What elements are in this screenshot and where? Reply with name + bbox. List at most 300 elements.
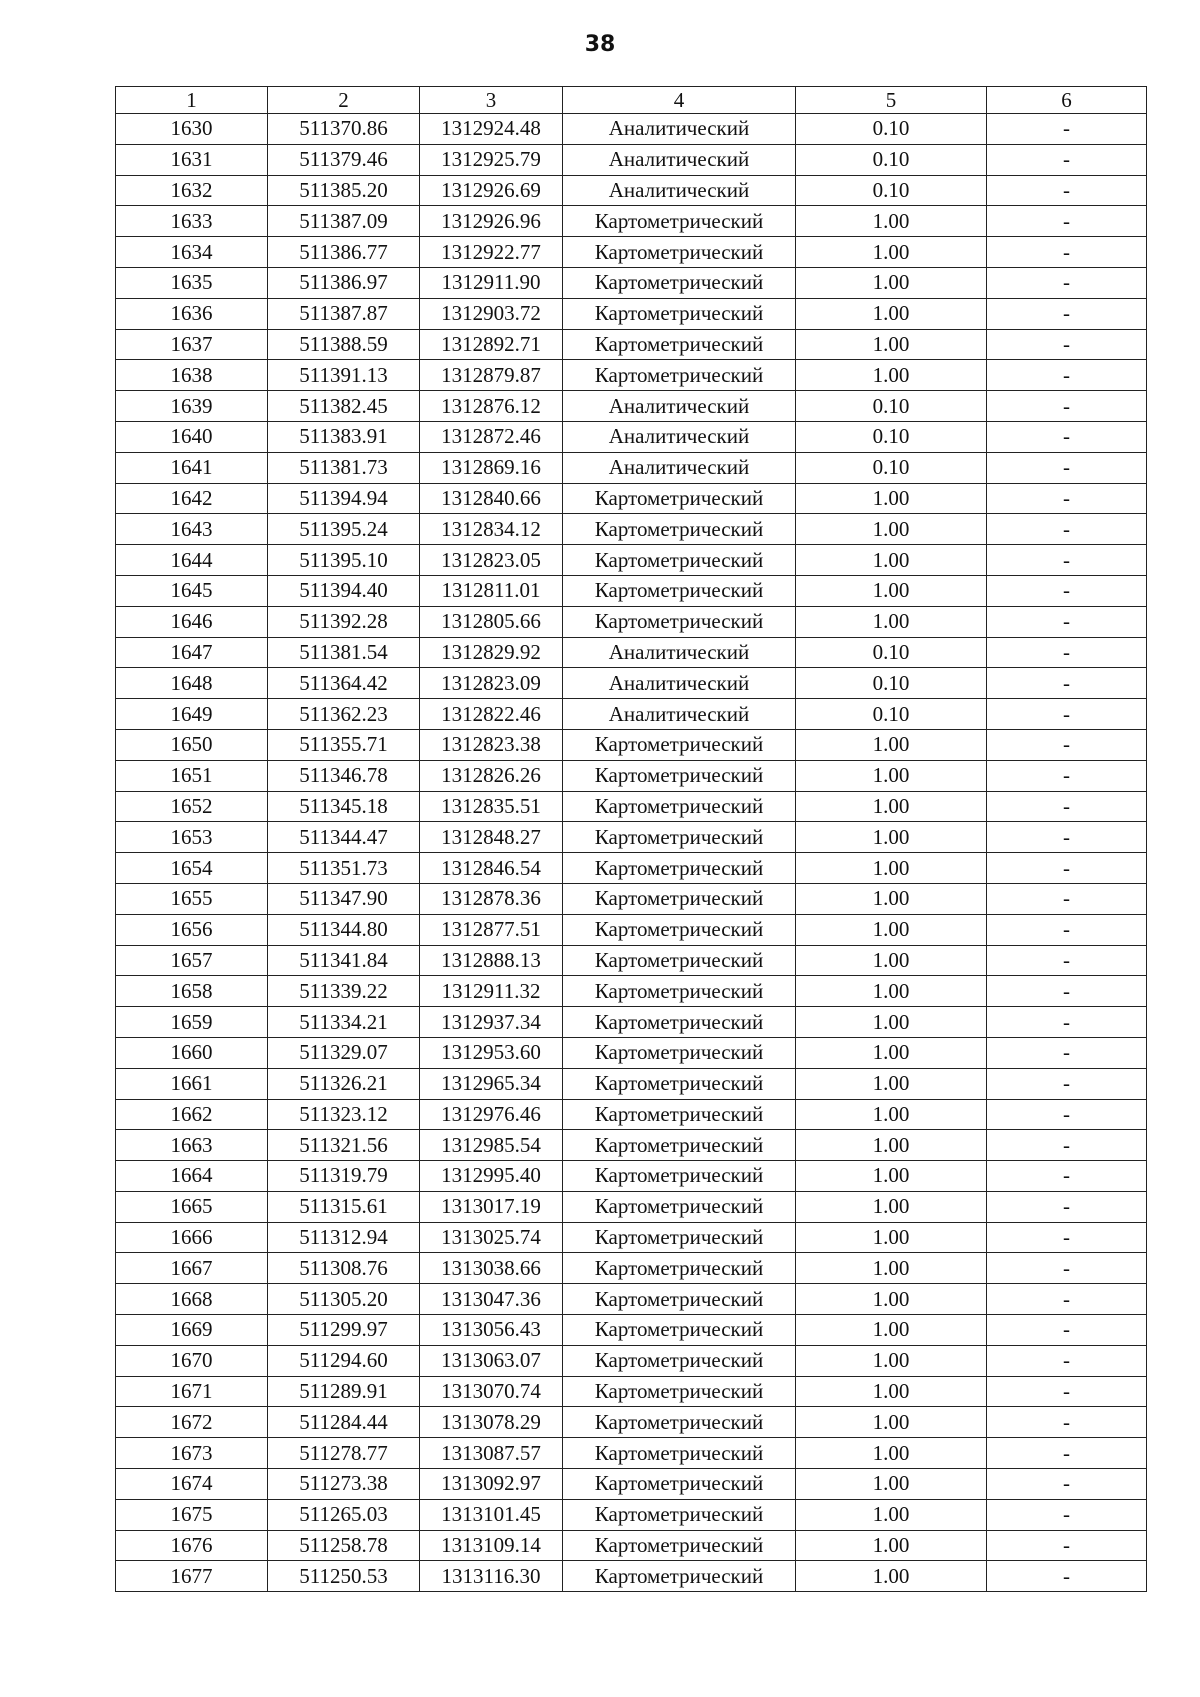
y-coordinate-cell: 1312985.54 [420, 1130, 563, 1161]
x-coordinate-cell: 511289.91 [268, 1376, 420, 1407]
point-number-cell: 1643 [116, 514, 268, 545]
note-cell: - [987, 1099, 1147, 1130]
table-row [116, 545, 1147, 576]
table-row [116, 1407, 1147, 1438]
y-coordinate-cell: 1312835.51 [420, 791, 563, 822]
note-cell: - [987, 514, 1147, 545]
y-coordinate-cell: 1312829.92 [420, 637, 563, 668]
table-row [116, 575, 1147, 606]
note-cell: - [987, 298, 1147, 329]
note-cell: - [987, 1530, 1147, 1561]
accuracy-cell: 0.10 [796, 668, 987, 699]
y-coordinate-cell: 1312848.27 [420, 822, 563, 853]
method-cell: Картометрический [563, 329, 796, 360]
table-row [116, 1222, 1147, 1253]
note-cell: - [987, 1222, 1147, 1253]
table-row [116, 606, 1147, 637]
method-cell: Картометрический [563, 976, 796, 1007]
accuracy-cell: 1.00 [796, 853, 987, 884]
note-cell: - [987, 853, 1147, 884]
note-cell: - [987, 483, 1147, 514]
table-row [116, 1099, 1147, 1130]
table-row [116, 976, 1147, 1007]
x-coordinate-cell: 511391.13 [268, 360, 420, 391]
x-coordinate-cell: 511326.21 [268, 1068, 420, 1099]
y-coordinate-cell: 1313101.45 [420, 1499, 563, 1530]
table-row [116, 1315, 1147, 1346]
point-number-cell: 1664 [116, 1161, 268, 1192]
y-coordinate-cell: 1313078.29 [420, 1407, 563, 1438]
y-coordinate-cell: 1312888.13 [420, 945, 563, 976]
method-cell: Картометрический [563, 1222, 796, 1253]
accuracy-cell: 1.00 [796, 914, 987, 945]
y-coordinate-cell: 1313017.19 [420, 1191, 563, 1222]
point-number-cell: 1650 [116, 729, 268, 760]
column-header-2: 2 [268, 87, 420, 114]
accuracy-cell: 1.00 [796, 1222, 987, 1253]
y-coordinate-cell: 1313063.07 [420, 1345, 563, 1376]
point-number-cell: 1668 [116, 1284, 268, 1315]
accuracy-cell: 1.00 [796, 206, 987, 237]
x-coordinate-cell: 511381.73 [268, 452, 420, 483]
note-cell: - [987, 267, 1147, 298]
method-cell: Картометрический [563, 1161, 796, 1192]
table-row [116, 452, 1147, 483]
method-cell: Картометрический [563, 1007, 796, 1038]
y-coordinate-cell: 1312840.66 [420, 483, 563, 514]
x-coordinate-cell: 511284.44 [268, 1407, 420, 1438]
x-coordinate-cell: 511308.76 [268, 1253, 420, 1284]
x-coordinate-cell: 511386.97 [268, 267, 420, 298]
note-cell: - [987, 1376, 1147, 1407]
point-number-cell: 1656 [116, 914, 268, 945]
x-coordinate-cell: 511381.54 [268, 637, 420, 668]
accuracy-cell: 1.00 [796, 575, 987, 606]
method-cell: Картометрический [563, 298, 796, 329]
accuracy-cell: 1.00 [796, 1469, 987, 1500]
point-number-cell: 1637 [116, 329, 268, 360]
note-cell: - [987, 1469, 1147, 1500]
point-number-cell: 1670 [116, 1345, 268, 1376]
point-number-cell: 1677 [116, 1561, 268, 1592]
accuracy-cell: 1.00 [796, 1191, 987, 1222]
y-coordinate-cell: 1312911.32 [420, 976, 563, 1007]
table-row [116, 267, 1147, 298]
point-number-cell: 1660 [116, 1037, 268, 1068]
point-number-cell: 1645 [116, 575, 268, 606]
accuracy-cell: 1.00 [796, 1438, 987, 1469]
note-cell: - [987, 1284, 1147, 1315]
x-coordinate-cell: 511392.28 [268, 606, 420, 637]
x-coordinate-cell: 511315.61 [268, 1191, 420, 1222]
y-coordinate-cell: 1312892.71 [420, 329, 563, 360]
y-coordinate-cell: 1312846.54 [420, 853, 563, 884]
accuracy-cell: 1.00 [796, 329, 987, 360]
x-coordinate-cell: 511382.45 [268, 391, 420, 422]
accuracy-cell: 1.00 [796, 267, 987, 298]
point-number-cell: 1632 [116, 175, 268, 206]
y-coordinate-cell: 1312926.96 [420, 206, 563, 237]
accuracy-cell: 0.10 [796, 175, 987, 206]
point-number-cell: 1659 [116, 1007, 268, 1038]
x-coordinate-cell: 511273.38 [268, 1469, 420, 1500]
table-row [116, 1561, 1147, 1592]
x-coordinate-cell: 511347.90 [268, 883, 420, 914]
header-row [116, 87, 1147, 114]
y-coordinate-cell: 1312924.48 [420, 114, 563, 145]
y-coordinate-cell: 1312926.69 [420, 175, 563, 206]
point-number-cell: 1639 [116, 391, 268, 422]
point-number-cell: 1635 [116, 267, 268, 298]
y-coordinate-cell: 1312822.46 [420, 699, 563, 730]
accuracy-cell: 1.00 [796, 1530, 987, 1561]
method-cell: Картометрический [563, 1037, 796, 1068]
table-row [116, 699, 1147, 730]
method-cell: Картометрический [563, 575, 796, 606]
note-cell: - [987, 391, 1147, 422]
x-coordinate-cell: 511394.40 [268, 575, 420, 606]
accuracy-cell: 1.00 [796, 1561, 987, 1592]
table-row [116, 206, 1147, 237]
accuracy-cell: 0.10 [796, 637, 987, 668]
point-number-cell: 1652 [116, 791, 268, 822]
table-row [116, 668, 1147, 699]
method-cell: Аналитический [563, 391, 796, 422]
method-cell: Картометрический [563, 1499, 796, 1530]
x-coordinate-cell: 511258.78 [268, 1530, 420, 1561]
accuracy-cell: 1.00 [796, 237, 987, 268]
column-header-5: 5 [796, 87, 987, 114]
table-row [116, 1191, 1147, 1222]
point-number-cell: 1647 [116, 637, 268, 668]
table-row [116, 791, 1147, 822]
table-header [116, 87, 1147, 114]
y-coordinate-cell: 1312878.36 [420, 883, 563, 914]
table-row [116, 1007, 1147, 1038]
x-coordinate-cell: 511385.20 [268, 175, 420, 206]
table-row [116, 1161, 1147, 1192]
y-coordinate-cell: 1312869.16 [420, 452, 563, 483]
x-coordinate-cell: 511351.73 [268, 853, 420, 884]
accuracy-cell: 1.00 [796, 1376, 987, 1407]
note-cell: - [987, 760, 1147, 791]
column-header-6: 6 [987, 87, 1147, 114]
x-coordinate-cell: 511346.78 [268, 760, 420, 791]
method-cell: Картометрический [563, 267, 796, 298]
y-coordinate-cell: 1312995.40 [420, 1161, 563, 1192]
column-header-1: 1 [116, 87, 268, 114]
accuracy-cell: 1.00 [796, 883, 987, 914]
method-cell: Аналитический [563, 421, 796, 452]
method-cell: Картометрический [563, 1284, 796, 1315]
y-coordinate-cell: 1313116.30 [420, 1561, 563, 1592]
y-coordinate-cell: 1313038.66 [420, 1253, 563, 1284]
table-row [116, 1438, 1147, 1469]
y-coordinate-cell: 1312877.51 [420, 914, 563, 945]
table-row [116, 175, 1147, 206]
method-cell: Картометрический [563, 822, 796, 853]
note-cell: - [987, 1407, 1147, 1438]
x-coordinate-cell: 511278.77 [268, 1438, 420, 1469]
method-cell: Картометрический [563, 1407, 796, 1438]
method-cell: Картометрический [563, 545, 796, 576]
note-cell: - [987, 1161, 1147, 1192]
point-number-cell: 1673 [116, 1438, 268, 1469]
method-cell: Картометрический [563, 1191, 796, 1222]
y-coordinate-cell: 1313047.36 [420, 1284, 563, 1315]
accuracy-cell: 1.00 [796, 976, 987, 1007]
note-cell: - [987, 206, 1147, 237]
y-coordinate-cell: 1312937.34 [420, 1007, 563, 1038]
note-cell: - [987, 114, 1147, 145]
accuracy-cell: 0.10 [796, 114, 987, 145]
note-cell: - [987, 976, 1147, 1007]
accuracy-cell: 1.00 [796, 1068, 987, 1099]
table-row [116, 483, 1147, 514]
x-coordinate-cell: 511383.91 [268, 421, 420, 452]
x-coordinate-cell: 511344.80 [268, 914, 420, 945]
method-cell: Картометрический [563, 1130, 796, 1161]
table-row [116, 391, 1147, 422]
accuracy-cell: 0.10 [796, 144, 987, 175]
accuracy-cell: 1.00 [796, 1345, 987, 1376]
x-coordinate-cell: 511370.86 [268, 114, 420, 145]
accuracy-cell: 1.00 [796, 1099, 987, 1130]
point-number-cell: 1640 [116, 421, 268, 452]
accuracy-cell: 1.00 [796, 1130, 987, 1161]
note-cell: - [987, 1315, 1147, 1346]
method-cell: Картометрический [563, 760, 796, 791]
accuracy-cell: 1.00 [796, 1037, 987, 1068]
y-coordinate-cell: 1313092.97 [420, 1469, 563, 1500]
x-coordinate-cell: 511319.79 [268, 1161, 420, 1192]
table-row [116, 883, 1147, 914]
table-row [116, 1530, 1147, 1561]
point-number-cell: 1661 [116, 1068, 268, 1099]
accuracy-cell: 1.00 [796, 483, 987, 514]
point-number-cell: 1638 [116, 360, 268, 391]
table-row [116, 729, 1147, 760]
y-coordinate-cell: 1312872.46 [420, 421, 563, 452]
note-cell: - [987, 699, 1147, 730]
x-coordinate-cell: 511312.94 [268, 1222, 420, 1253]
point-number-cell: 1667 [116, 1253, 268, 1284]
note-cell: - [987, 421, 1147, 452]
y-coordinate-cell: 1312826.26 [420, 760, 563, 791]
note-cell: - [987, 914, 1147, 945]
table-row [116, 853, 1147, 884]
method-cell: Картометрический [563, 206, 796, 237]
note-cell: - [987, 729, 1147, 760]
note-cell: - [987, 1253, 1147, 1284]
method-cell: Картометрический [563, 791, 796, 822]
point-number-cell: 1658 [116, 976, 268, 1007]
table-row [116, 1253, 1147, 1284]
note-cell: - [987, 945, 1147, 976]
point-number-cell: 1642 [116, 483, 268, 514]
method-cell: Картометрический [563, 729, 796, 760]
table-row [116, 760, 1147, 791]
y-coordinate-cell: 1312965.34 [420, 1068, 563, 1099]
y-coordinate-cell: 1312903.72 [420, 298, 563, 329]
method-cell: Картометрический [563, 1099, 796, 1130]
accuracy-cell: 1.00 [796, 945, 987, 976]
note-cell: - [987, 1191, 1147, 1222]
note-cell: - [987, 175, 1147, 206]
note-cell: - [987, 1438, 1147, 1469]
x-coordinate-cell: 511394.94 [268, 483, 420, 514]
x-coordinate-cell: 511344.47 [268, 822, 420, 853]
accuracy-cell: 1.00 [796, 1315, 987, 1346]
point-number-cell: 1671 [116, 1376, 268, 1407]
x-coordinate-cell: 511387.09 [268, 206, 420, 237]
method-cell: Картометрический [563, 853, 796, 884]
method-cell: Аналитический [563, 452, 796, 483]
y-coordinate-cell: 1312922.77 [420, 237, 563, 268]
point-number-cell: 1653 [116, 822, 268, 853]
table-row [116, 114, 1147, 145]
y-coordinate-cell: 1312976.46 [420, 1099, 563, 1130]
point-number-cell: 1669 [116, 1315, 268, 1346]
table-row [116, 1284, 1147, 1315]
table-row [116, 914, 1147, 945]
y-coordinate-cell: 1312879.87 [420, 360, 563, 391]
table-body [116, 114, 1147, 1592]
method-cell: Картометрический [563, 1438, 796, 1469]
y-coordinate-cell: 1312876.12 [420, 391, 563, 422]
method-cell: Картометрический [563, 483, 796, 514]
method-cell: Картометрический [563, 606, 796, 637]
point-number-cell: 1648 [116, 668, 268, 699]
point-number-cell: 1646 [116, 606, 268, 637]
note-cell: - [987, 791, 1147, 822]
coordinates-table [115, 86, 1147, 1592]
table-row [116, 1469, 1147, 1500]
accuracy-cell: 1.00 [796, 729, 987, 760]
method-cell: Картометрический [563, 914, 796, 945]
note-cell: - [987, 1068, 1147, 1099]
note-cell: - [987, 329, 1147, 360]
point-number-cell: 1654 [116, 853, 268, 884]
method-cell: Картометрический [563, 1561, 796, 1592]
y-coordinate-cell: 1313056.43 [420, 1315, 563, 1346]
accuracy-cell: 1.00 [796, 1499, 987, 1530]
point-number-cell: 1666 [116, 1222, 268, 1253]
table-row [116, 298, 1147, 329]
table-row [116, 421, 1147, 452]
point-number-cell: 1649 [116, 699, 268, 730]
point-number-cell: 1674 [116, 1469, 268, 1500]
point-number-cell: 1633 [116, 206, 268, 237]
accuracy-cell: 1.00 [796, 514, 987, 545]
note-cell: - [987, 452, 1147, 483]
y-coordinate-cell: 1312823.05 [420, 545, 563, 576]
note-cell: - [987, 606, 1147, 637]
method-cell: Картометрический [563, 1253, 796, 1284]
x-coordinate-cell: 511388.59 [268, 329, 420, 360]
note-cell: - [987, 883, 1147, 914]
y-coordinate-cell: 1313109.14 [420, 1530, 563, 1561]
note-cell: - [987, 822, 1147, 853]
point-number-cell: 1655 [116, 883, 268, 914]
table-row [116, 1376, 1147, 1407]
note-cell: - [987, 1345, 1147, 1376]
y-coordinate-cell: 1312823.38 [420, 729, 563, 760]
accuracy-cell: 1.00 [796, 545, 987, 576]
accuracy-cell: 1.00 [796, 1007, 987, 1038]
point-number-cell: 1634 [116, 237, 268, 268]
note-cell: - [987, 1499, 1147, 1530]
method-cell: Картометрический [563, 1068, 796, 1099]
point-number-cell: 1662 [116, 1099, 268, 1130]
note-cell: - [987, 668, 1147, 699]
method-cell: Аналитический [563, 699, 796, 730]
y-coordinate-cell: 1313087.57 [420, 1438, 563, 1469]
x-coordinate-cell: 511395.24 [268, 514, 420, 545]
method-cell: Аналитический [563, 144, 796, 175]
method-cell: Аналитический [563, 668, 796, 699]
page-number: 38 [584, 32, 616, 57]
note-cell: - [987, 360, 1147, 391]
point-number-cell: 1672 [116, 1407, 268, 1438]
x-coordinate-cell: 511341.84 [268, 945, 420, 976]
column-header-3: 3 [420, 87, 563, 114]
point-number-cell: 1630 [116, 114, 268, 145]
point-number-cell: 1657 [116, 945, 268, 976]
x-coordinate-cell: 511379.46 [268, 144, 420, 175]
accuracy-cell: 1.00 [796, 1253, 987, 1284]
y-coordinate-cell: 1312911.90 [420, 267, 563, 298]
table-row [116, 637, 1147, 668]
method-cell: Картометрический [563, 360, 796, 391]
accuracy-cell: 1.00 [796, 791, 987, 822]
point-number-cell: 1636 [116, 298, 268, 329]
note-cell: - [987, 1561, 1147, 1592]
note-cell: - [987, 1007, 1147, 1038]
note-cell: - [987, 575, 1147, 606]
accuracy-cell: 1.00 [796, 1407, 987, 1438]
method-cell: Аналитический [563, 637, 796, 668]
note-cell: - [987, 144, 1147, 175]
x-coordinate-cell: 511355.71 [268, 729, 420, 760]
table-row [116, 1345, 1147, 1376]
method-cell: Картометрический [563, 514, 796, 545]
x-coordinate-cell: 511364.42 [268, 668, 420, 699]
table-row [116, 1068, 1147, 1099]
note-cell: - [987, 1130, 1147, 1161]
accuracy-cell: 1.00 [796, 1284, 987, 1315]
method-cell: Картометрический [563, 1530, 796, 1561]
point-number-cell: 1663 [116, 1130, 268, 1161]
accuracy-cell: 1.00 [796, 360, 987, 391]
accuracy-cell: 0.10 [796, 391, 987, 422]
point-number-cell: 1641 [116, 452, 268, 483]
y-coordinate-cell: 1313070.74 [420, 1376, 563, 1407]
table-row [116, 514, 1147, 545]
table-row [116, 237, 1147, 268]
accuracy-cell: 0.10 [796, 452, 987, 483]
method-cell: Картометрический [563, 1469, 796, 1500]
note-cell: - [987, 237, 1147, 268]
x-coordinate-cell: 511345.18 [268, 791, 420, 822]
accuracy-cell: 0.10 [796, 421, 987, 452]
accuracy-cell: 1.00 [796, 1161, 987, 1192]
x-coordinate-cell: 511339.22 [268, 976, 420, 1007]
accuracy-cell: 0.10 [796, 699, 987, 730]
point-number-cell: 1631 [116, 144, 268, 175]
accuracy-cell: 1.00 [796, 606, 987, 637]
x-coordinate-cell: 511386.77 [268, 237, 420, 268]
